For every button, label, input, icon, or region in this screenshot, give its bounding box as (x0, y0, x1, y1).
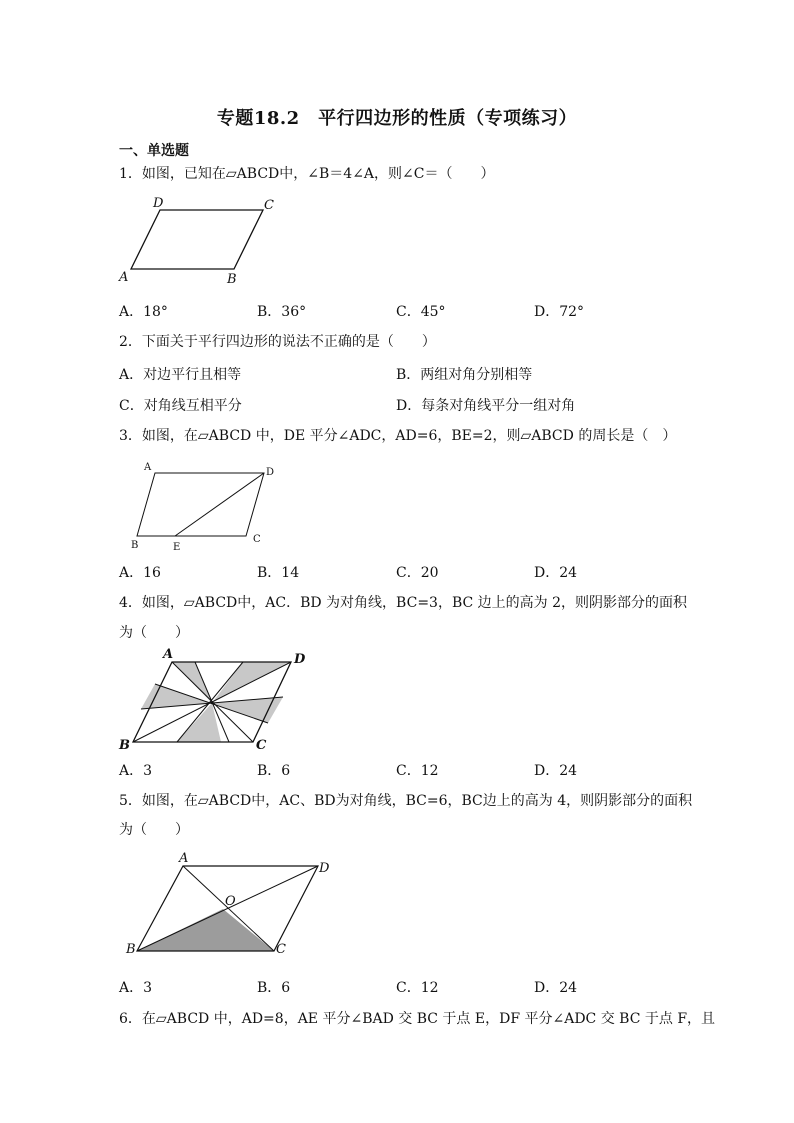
label-d: D (319, 861, 330, 876)
q5-option-d: D．24 (534, 980, 578, 996)
q1-option-b: B．36° (257, 304, 307, 320)
question-2-stem: 2．下面关于平行四边形的说法不正确的是（ ） (119, 334, 436, 350)
label-a: A (119, 270, 129, 285)
parallelogram-abcd (137, 473, 264, 536)
label-a: A (144, 462, 152, 473)
q1-option-c: C．45° (396, 304, 446, 320)
question-1-figure (115, 195, 285, 290)
q5-option-a: A．3 (119, 980, 153, 996)
q4-option-c: C．12 (396, 763, 439, 779)
label-b: B (119, 738, 130, 753)
q5-option-b: B．6 (257, 980, 291, 996)
q2-option-d: D．每条对角线平分一组对角 (396, 398, 576, 414)
question-3-figure (128, 458, 278, 558)
question-4-stem-line1: 4．如图，▱ABCD中，AC．BD 为对角线，BC=3，BC 边上的高为 2，则阴影部分的面积 (119, 595, 688, 611)
label-b: B (126, 942, 136, 957)
label-c: C (253, 534, 261, 545)
label-d: D (294, 652, 306, 667)
q3-option-a: A．16 (119, 565, 161, 581)
label-d: D (153, 196, 164, 211)
question-1-stem: 1．如图，已知在▱ABCD中，∠B＝4∠A，则∠C＝（ ） (119, 166, 495, 182)
question-4-stem-line2: 为（ ） (119, 625, 189, 641)
shaded-triangle-boc (137, 909, 274, 951)
q3-option-c: C．20 (396, 565, 439, 581)
question-5-figure (120, 850, 335, 962)
label-a: A (163, 647, 174, 662)
q4-option-b: B．6 (257, 763, 291, 779)
q2-option-a: A．对边平行且相等 (119, 367, 242, 383)
label-e: E (173, 542, 181, 553)
label-c: C (276, 942, 286, 957)
q3-option-d: D．24 (534, 565, 578, 581)
label-b: B (131, 540, 139, 551)
segment-de (175, 473, 264, 536)
section-heading: 一、单选题 (119, 143, 189, 159)
q1-option-d: D．72° (534, 304, 585, 320)
q4-option-d: D．24 (534, 763, 578, 779)
question-5-stem-line2: 为（ ） (119, 822, 189, 838)
q4-option-a: A．3 (119, 763, 153, 779)
question-6-stem: 6．在▱ABCD 中，AD=8，AE 平分∠BAD 交 BC 于点 E，DF 平分∠ADC 交 BC 于点 F，且 (119, 1011, 716, 1027)
parallelogram-abcd (131, 210, 263, 269)
question-3-stem: 3．如图，在▱ABCD 中，DE 平分∠ADC，AD=6，BE=2，则▱ABCD 的周长是（ ） (119, 428, 677, 444)
label-a: A (179, 851, 189, 866)
label-d: D (266, 467, 275, 478)
question-5-stem-line1: 5．如图，在▱ABCD中，AC、BD为对角线，BC=6，BC边上的高为 4，则阴影部分的面积 (119, 793, 693, 809)
label-o: O (225, 894, 236, 909)
question-4-figure (115, 645, 315, 755)
q1-option-a: A．18° (119, 304, 168, 320)
q2-option-b: B．两组对角分别相等 (396, 367, 533, 383)
q3-option-b: B．14 (257, 565, 300, 581)
q2-option-c: C．对角线互相平分 (119, 398, 242, 414)
page-title: 专题18.2 平行四边形的性质（专项练习） (216, 108, 578, 129)
label-c: C (264, 198, 274, 213)
label-b: B (227, 272, 237, 287)
q5-option-c: C．12 (396, 980, 439, 996)
label-c: C (256, 738, 267, 753)
